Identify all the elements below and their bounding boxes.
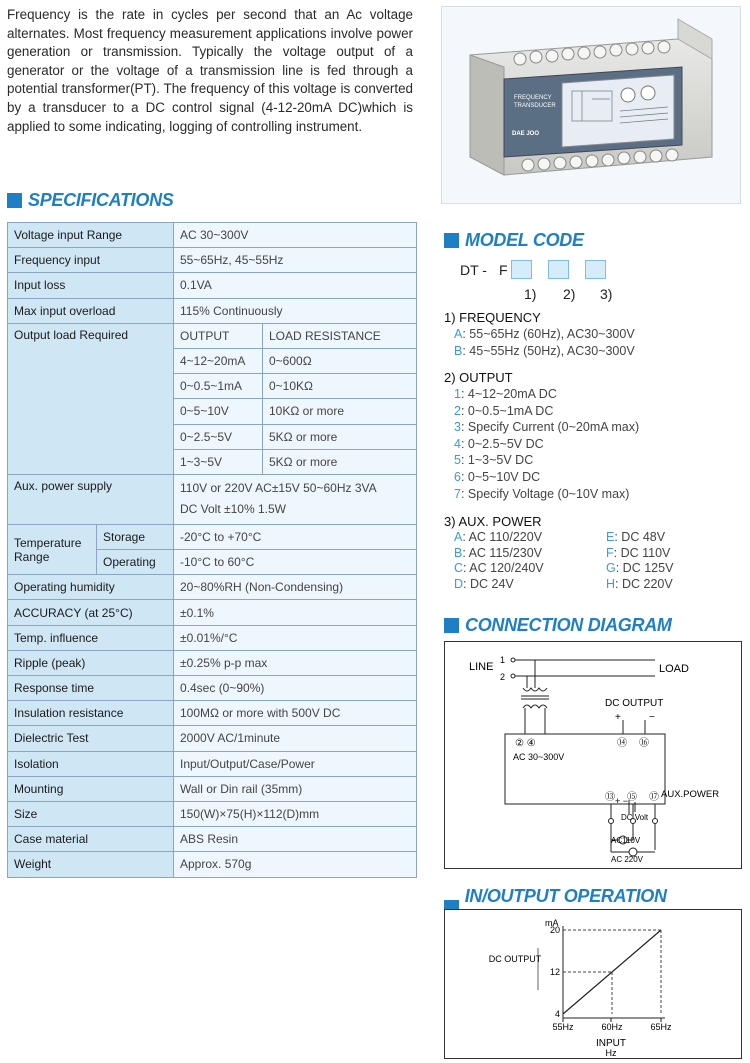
list-item: G: DC 125V: [606, 561, 674, 576]
intro-paragraph: Frequency is the rate in cycles per second that an Ac voltage alternates. Most frequency measurement applications involve power generation or transmission. Typically the voltage output of a generator or the voltage of a transmission line is fed through a potential transformer(PT). The frequency of this voltage is converted by a transducer to a DC control signal (4-12-20mA DC)which is applied to some indicating, logging of controlling instrument.: [7, 7, 413, 134]
list-item: 5: 1~3~5V DC: [454, 453, 534, 468]
specifications-table: [7, 222, 417, 878]
aux-power-options: 3) AUX. POWER A: AC 110/220V E: DC 48V B: AC 115/230V F: DC 110V C: AC 120/240V G: DC 125V D: DC 24V H: DC 220V: [444, 514, 716, 592]
table-row: Weight Approx. 570g: [8, 852, 417, 877]
table-row: Voltage input Range AC 30~300V: [8, 223, 417, 248]
table-row: 4~12~20mA 0~600Ω: [8, 348, 417, 373]
svg-text:2: 2: [500, 672, 506, 682]
table-row: Isolation Input/Output/Case/Power: [8, 751, 417, 776]
list-item: 1: 4~12~20mA DC: [454, 387, 557, 401]
operation-heading: IN/OUTPUT OPERATION: [444, 886, 750, 928]
model-code-heading: MODEL CODE: [444, 230, 584, 251]
table-row: Mounting Wall or Din rail (35mm): [8, 776, 417, 801]
list-item: F: DC 110V: [606, 545, 671, 560]
y-unit-label: mA: [545, 918, 559, 928]
svg-text:AC 30~300V: AC 30~300V: [513, 752, 565, 762]
table-row: 0~0.5~1mA 0~10KΩ: [8, 374, 417, 399]
list-item: B: 45~55Hz (50Hz), AC30~300V: [454, 343, 635, 358]
table-row: 1~3~5V 5KΩ or more: [8, 449, 417, 474]
y-tick-label: 4: [554, 1009, 560, 1019]
table-row: Temp. influence ±0.01%/°C: [8, 625, 417, 650]
list-item: 6: 0~5~10V DC: [454, 469, 541, 484]
svg-text:⑬: ⑬: [605, 792, 615, 803]
svg-text:LINE: LINE: [469, 661, 494, 673]
svg-text:DAE JOO: DAE JOO: [512, 131, 540, 137]
svg-text:AUX.POWER: AUX.POWER: [661, 789, 720, 800]
svg-text:⑰: ⑰: [649, 792, 659, 803]
list-item: A: 55~65Hz (60Hz), AC30~300V: [454, 327, 635, 341]
model-code-pattern: DT - F: [460, 260, 606, 279]
table-row: ACCURACY (at 25°C) ±0.1%: [8, 600, 417, 625]
table-row: Dielectric Test 2000V AC/1minute: [8, 726, 417, 751]
code-box-2: [548, 260, 569, 279]
table-row: Output load Required OUTPUT LOAD RESISTANCE: [8, 323, 417, 348]
svg-text:⑭: ⑭: [617, 738, 627, 749]
connection-diagram: [444, 641, 742, 869]
list-item: A: AC 110/220V: [454, 530, 543, 544]
code-number-2: 2): [563, 286, 576, 302]
svg-text:+ −: + −: [615, 796, 629, 806]
svg-text:+: +: [615, 712, 621, 723]
heading-marker: [444, 233, 459, 248]
svg-text:TRANSDUCER: TRANSDUCER: [514, 103, 556, 109]
svg-text:DC Volt: DC Volt: [621, 813, 649, 822]
svg-text:② ④: ② ④: [515, 738, 536, 749]
connection-svg: [445, 642, 743, 870]
y-axis-label: DC OUTPUT: [488, 954, 542, 964]
specifications-heading: SPECIFICATIONS: [7, 190, 173, 211]
svg-text:⑯: ⑯: [639, 738, 649, 749]
list-item: E: DC 48V: [606, 530, 666, 544]
heading-marker: [7, 193, 22, 208]
y-tick-label: 20: [549, 925, 560, 935]
y-tick-label: 12: [549, 967, 560, 977]
operation-diagram: [444, 909, 742, 1059]
svg-text:AC110V: AC110V: [611, 836, 641, 845]
table-row: Operating humidity 20~80%RH (Non-Condensing): [8, 575, 417, 600]
list-item: H: DC 220V: [606, 576, 673, 591]
list-item: D: DC 24V: [454, 576, 514, 591]
svg-text:FREQUENCY: FREQUENCY: [514, 95, 552, 101]
heading-marker: [444, 618, 459, 633]
svg-text:1: 1: [500, 655, 506, 665]
code-box-1: [511, 260, 532, 279]
operation-chart: [445, 910, 743, 1060]
list-item: B: AC 115/230V: [454, 545, 543, 560]
code-box-3: [585, 260, 606, 279]
table-row: Case material ABS Resin: [8, 827, 417, 852]
list-item: C: AC 120/240V: [454, 561, 544, 576]
table-row: Max input overload 115% Continuously: [8, 298, 417, 323]
x-unit-label: Hz: [605, 1048, 617, 1058]
product-photo: [441, 6, 741, 204]
frequency-options: 1) FREQUENCY A: 55~65Hz (60Hz), AC30~300V B: 45~55Hz (50Hz), AC30~300V: [444, 310, 635, 358]
code-number-3: 3): [600, 286, 613, 302]
svg-text:DC OUTPUT: DC OUTPUT: [605, 698, 664, 709]
list-item: 7: Specify Voltage (0~10V max): [454, 486, 630, 501]
table-row: Temperature Range Storage -20°C to +70°C: [8, 524, 417, 549]
table-row: 0~5~10V 10KΩ or more: [8, 399, 417, 424]
svg-text:⑮: ⑮: [627, 792, 637, 803]
table-row: Aux. power supply 110V or 220V AC±15V 50~60Hz 3VA DC Volt ±10% 1.5W: [8, 474, 417, 524]
svg-text:AC 220V: AC 220V: [611, 855, 644, 864]
table-row: 0~2.5~5V 5KΩ or more: [8, 424, 417, 449]
table-row: Size 150(W)×75(H)×112(D)mm: [8, 801, 417, 826]
x-axis-label: INPUT: [596, 1038, 626, 1049]
table-row: Ripple (peak) ±0.25% p-p max: [8, 650, 417, 675]
transducer-image: [442, 7, 742, 205]
svg-text:−: −: [649, 712, 655, 723]
x-tick-label: 60Hz: [601, 1022, 623, 1032]
x-tick-label: 65Hz: [650, 1022, 672, 1032]
list-item: 4: 0~2.5~5V DC: [454, 436, 544, 451]
output-options: 2) OUTPUT 1: 4~12~20mA DC 2: 0~0.5~1mA DC 3: Specify Current (0~20mA max) 4: 0~2.5~5V DC 5: 1~3~5V DC 6: 0~5~10V DC 7: Specify Voltage (0~10V max): [444, 370, 640, 501]
table-row: Operating -10°C to 60°C: [8, 550, 417, 575]
code-number-1: 1): [524, 286, 537, 302]
connection-heading: CONNECTION DIAGRAM: [444, 615, 672, 636]
svg-text:LOAD: LOAD: [659, 663, 689, 675]
table-row: Response time 0.4sec (0~90%): [8, 676, 417, 701]
list-item: 2: 0~0.5~1mA DC: [454, 403, 554, 418]
list-item: 3: Specify Current (0~20mA max): [454, 420, 640, 435]
table-row: Insulation resistance 100MΩ or more with 500V DC: [8, 701, 417, 726]
x-tick-label: 55Hz: [552, 1022, 574, 1032]
table-row: Frequency input 55~65Hz, 45~55Hz: [8, 248, 417, 273]
table-row: Input loss 0.1VA: [8, 273, 417, 298]
